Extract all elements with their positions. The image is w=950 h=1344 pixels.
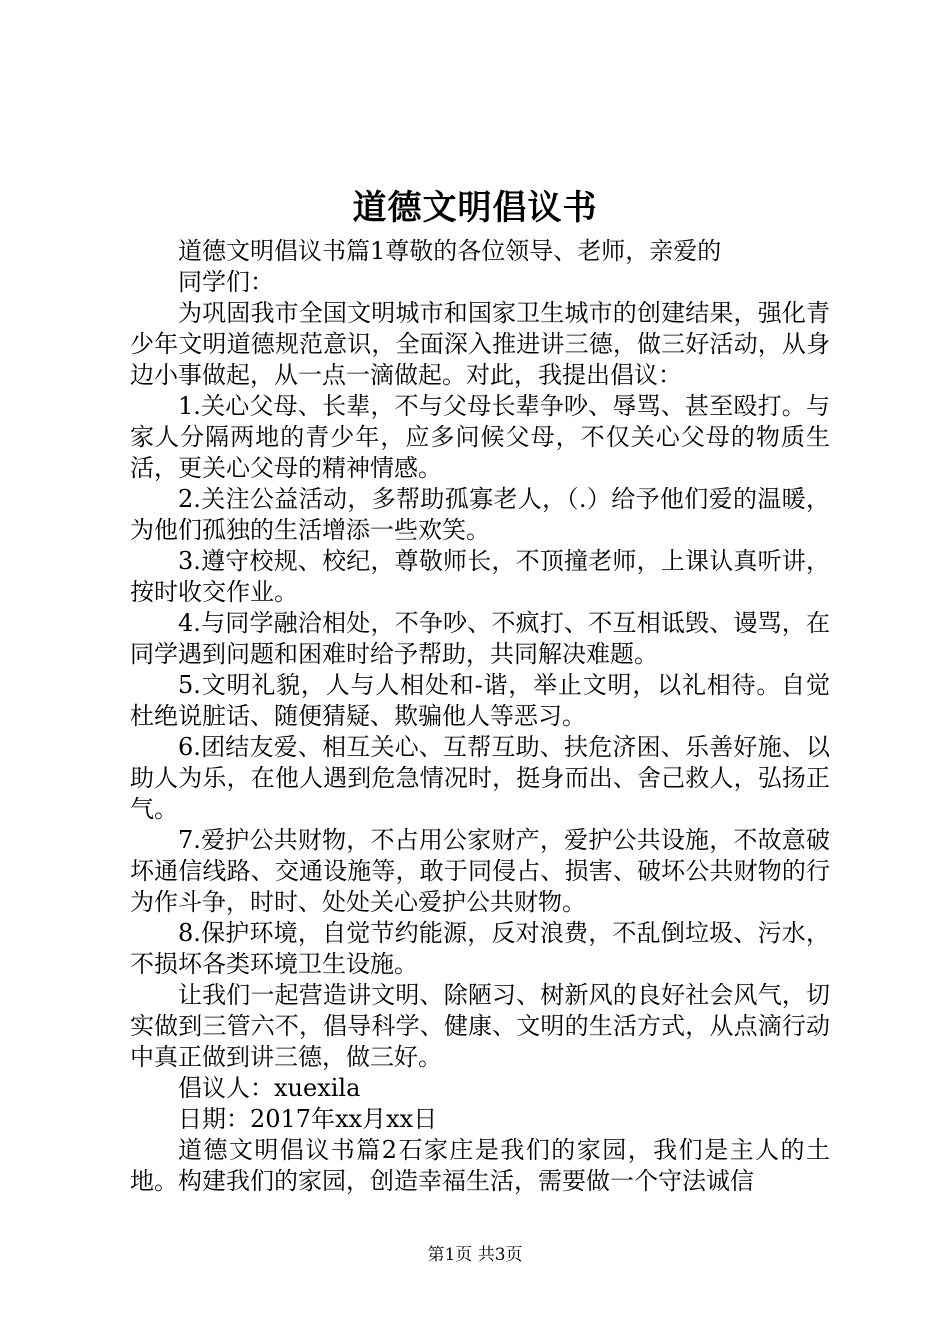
date-line: 日期：2017年xx月xx日 xyxy=(178,1105,438,1133)
item-paragraph-3: 3.遵守校规、校纪，尊敬师长，不顶撞老师，上课认真听讲，按时收交作业。 xyxy=(130,547,830,606)
intro-paragraph: 为巩固我市全国文明城市和国家卫生城市的创建结果，强化青少年文明道德规范意识，全面深入推进讲三德，做三好活动，从身边小事做起，从一点一滴做起。对此，我提出倡议： xyxy=(130,299,830,389)
opening-line: 道德文明倡议书篇1尊敬的各位领导、老师，亲爱的 xyxy=(178,237,722,265)
salutation: 同学们： xyxy=(178,268,274,296)
item-paragraph-4: 4.与同学融洽相处，不争吵、不疯打、不互相诋毁、谩骂，在同学遇到问题和困难时给予帮助，共同解决难题。 xyxy=(130,609,830,668)
item-paragraph-1: 1.关心父母、长辈，不与父母长辈争吵、辱骂、甚至殴打。与家人分隔两地的青少年，应多问候父母，不仅关心父母的物质生活，更关心父母的精神情感。 xyxy=(130,392,830,482)
page-footer: 第1页 共3页 xyxy=(427,1245,523,1265)
document-body xyxy=(130,236,830,1197)
item-paragraph-8: 8.保护环境，自觉节约能源，反对浪费，不乱倒垃圾、污水，不损坏各类环境卫生设施。 xyxy=(130,919,830,978)
document-title: 道德文明倡议书 xyxy=(352,188,598,228)
item-paragraph-5: 5.文明礼貌，人与人相处和-谐，举止文明，以礼相待。自觉杜绝说脏话、随便猜疑、欺骗他人等恶习。 xyxy=(130,671,830,730)
signer-line: 倡议人：xuexila xyxy=(178,1074,361,1102)
closing-paragraph: 让我们一起营造讲文明、除陋习、树新风的良好社会风气，切实做到三管六不，倡导科学、健康、文明的生活方式，从点滴行动中真正做到讲三德，做三好。 xyxy=(130,981,830,1071)
item-paragraph-7: 7.爱护公共财物，不占用公家财产，爱护公共设施，不故意破坏通信线路、交通设施等，敢于同侵占、损害、破坏公共财物的行为作斗争，时时、处处关心爱护公共财物。 xyxy=(130,826,830,916)
item-paragraph-2: 2.关注公益活动，多帮助孤寡老人，（.）给予他们爱的温暖，为他们孤独的生活增添一些欢笑。 xyxy=(130,485,830,544)
next-section-paragraph: 道德文明倡议书篇2石家庄是我们的家园，我们是主人的土地。构建我们的家园，创造幸福生活，需要做一个守法诚信 xyxy=(130,1136,830,1195)
item-paragraph-6: 6.团结友爱、相互关心、互帮互助、扶危济困、乐善好施、以助人为乐，在他人遇到危急情况时，挺身而出、舍己救人，弘扬正气。 xyxy=(130,733,830,823)
